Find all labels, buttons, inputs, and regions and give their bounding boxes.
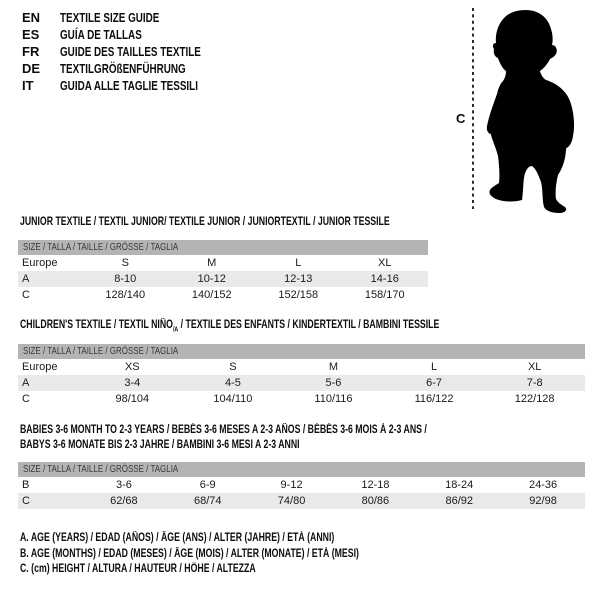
children-table [18,344,585,407]
table-cell: 12-18 [361,479,390,491]
legend-line-b: B. AGE (MONTHS) / EDAD (MESES) / ÂGE (MOIS) / ALTER (MONATE) / ETÀ (MESI) [20,547,359,560]
table-cell: 3-4 [124,377,141,389]
table-cell: S [229,361,237,373]
language-row-it [22,77,245,94]
table-cell: A [22,377,30,389]
language-row-en [22,9,245,26]
table-cell: 92/98 [529,495,557,507]
table-row [18,391,585,407]
children-table-size-header: SIZE / TALLA / TAILLE / GRÖSSE / TAGLIA [18,344,585,359]
babies-table-size-header: SIZE / TALLA / TAILLE / GRÖSSE / TAGLIA [18,462,585,477]
table-cell: 8-10 [114,273,137,285]
language-row-fr [22,43,245,60]
table-cell: Europe [22,257,58,269]
table-row [18,255,428,271]
table-row [18,477,585,493]
table-cell: 5-6 [325,377,342,389]
table-cell: L [295,257,302,269]
table-cell: 12-13 [284,273,313,285]
table-cell: XS [124,361,140,373]
language-code: ES [22,27,40,42]
table-cell: 122/128 [514,393,555,405]
language-label: GUIDE DES TAILLES TEXTILE [60,44,201,59]
language-code: DE [22,61,41,76]
table-cell: C [22,393,30,405]
table-cell: 80/86 [361,495,390,507]
language-row-de [22,60,245,77]
table-cell: S [121,257,129,269]
table-cell: 98/104 [115,393,150,405]
table-cell: 4-5 [224,377,241,389]
babies-table-title: BABIES 3-6 MONTH TO 2-3 YEARS / BEBÉS 3-6 MESES A 2-3 AÑOS / BÉBÉS 3-6 MOIS À 2-3 ANS / BABYS 3-6 MONATE BIS 2-3 JAHRE / BAMBINI 3-6 MESI A 2-3 ANNI [20,424,427,451]
table-row [18,271,428,287]
table-cell: A [22,273,30,285]
table-cell: C [22,289,30,301]
table-row [18,287,428,303]
table-cell: L [431,361,438,373]
table-cell: 104/110 [213,393,253,405]
table-cell: 152/158 [278,289,319,301]
junior-table-title: JUNIOR TEXTILE / TEXTIL JUNIOR/ TEXTILE JUNIOR / JUNIORTEXTIL / JUNIOR TESSILE [20,216,390,228]
table-cell: 7-8 [526,377,543,389]
height-measure-label-c: C [456,111,466,126]
junior-table [18,240,428,303]
table-cell: C [22,495,30,507]
table-cell: 128/140 [105,289,146,301]
table-cell: M [207,257,217,269]
table-cell: 74/80 [277,495,306,507]
language-code: EN [22,10,41,25]
title-subscript: /A [172,326,179,334]
language-label: TEXTILE SIZE GUIDE [60,10,160,25]
table-cell: XL [378,257,392,269]
table-cell: 116/122 [414,393,454,405]
baby-figure [448,2,600,214]
table-cell: 110/116 [314,393,353,405]
table-row [18,493,585,509]
table-cell: XL [527,361,542,373]
table-cell: Europe [22,361,58,373]
language-row-es [22,26,245,43]
table-cell: 158/170 [364,289,405,301]
table-row [18,375,585,391]
table-cell: M [328,361,339,373]
table-cell: 86/92 [445,495,473,507]
table-cell: 6-9 [199,479,216,491]
language-label: TEXTILGRÖßENFÜHRUNG [60,61,186,76]
language-code: IT [22,78,34,93]
language-label: GUIDA ALLE TAGLIE TESSILI [60,78,198,93]
table-cell: 18-24 [445,479,474,491]
legend-line-c: C. (cm) HEIGHT / ALTURA / HAUTEUR / HÖHE / ALTEZZA [20,563,256,575]
table-cell: 9-12 [280,479,303,491]
table-cell: 140/152 [191,289,232,301]
language-label: GUÍA DE TALLAS [60,27,142,42]
table-cell: 14-16 [370,273,399,285]
children-table-title: CHILDREN'S TEXTILE / TEXTIL $NIÑO_{/A}$ / TEXTILE DES ENFANTS / KINDERTEXTIL / BAMBINI TESSILE [20,319,440,334]
baby-silhouette-icon [487,10,574,213]
language-title-block [22,9,245,94]
measurement-legend [20,531,466,578]
babies-table [18,462,585,509]
table-row [18,359,585,375]
language-code: FR [22,44,40,59]
junior-table-size-header: SIZE / TALLA / TAILLE / GRÖSSE / TAGLIA [18,240,428,255]
table-cell: 3-6 [115,479,132,491]
table-cell: B [22,479,30,491]
legend-line-a: A. AGE (YEARS) / EDAD (AÑOS) / ÂGE (ANS) / ALTER (JAHRE) / ETÀ (ANNI) [20,532,335,544]
table-cell: 68/74 [193,495,222,507]
table-cell: 6-7 [426,377,443,389]
table-cell: 62/68 [110,495,138,507]
table-cell: 24-36 [528,479,558,491]
table-cell: 10-12 [197,273,226,285]
